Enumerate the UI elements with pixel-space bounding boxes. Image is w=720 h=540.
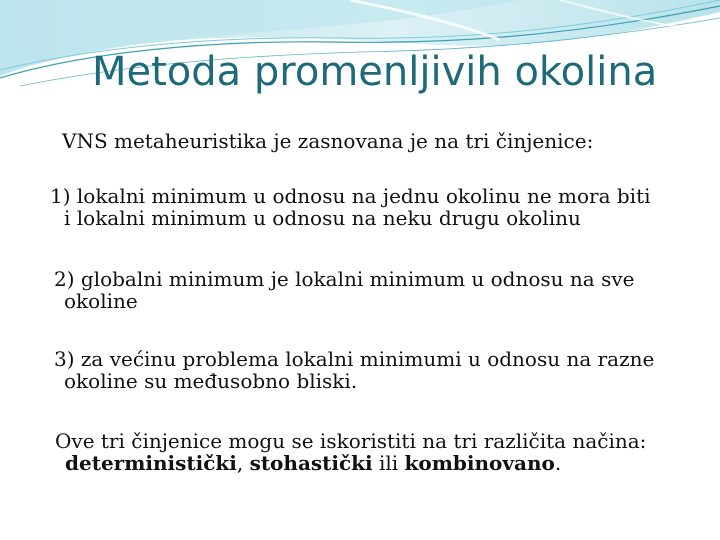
- outro-paragraph: [55, 430, 705, 474]
- slide-title: Metoda promenljivih okolina: [92, 49, 658, 95]
- list-item-line: okoline: [64, 289, 138, 313]
- list-item-line: 2) globalni minimum je lokalni minimum u odnosu na sve: [54, 267, 635, 291]
- outro-line: Ove tri činjenice mogu se iskoristiti na tri različita načina:: [55, 429, 647, 453]
- separator: ,: [236, 451, 250, 475]
- period: .: [554, 451, 562, 475]
- list-item-line: okoline su međusobno bliski.: [64, 369, 358, 393]
- list-item: [54, 268, 704, 312]
- method-stochastic: stohastički: [249, 451, 373, 475]
- list-item-line: i lokalni minimum u odnosu na neku drugu okolinu: [64, 206, 581, 230]
- method-deterministic: deterministički: [65, 451, 237, 475]
- list-item: [50, 185, 700, 229]
- method-combined: kombinovano: [404, 451, 555, 475]
- outro-methods-line: [55, 452, 705, 474]
- list-item-line: 3) za većinu problema lokalni minimumi u odnosu na razne: [54, 347, 655, 371]
- separator: ili: [372, 451, 405, 475]
- list-item: [54, 348, 704, 392]
- intro-text: VNS metaheuristika je zasnovana je na tri činjenice:: [62, 129, 594, 153]
- list-item-line: 1) lokalni minimum u odnosu na jednu okolinu ne mora biti: [50, 184, 651, 208]
